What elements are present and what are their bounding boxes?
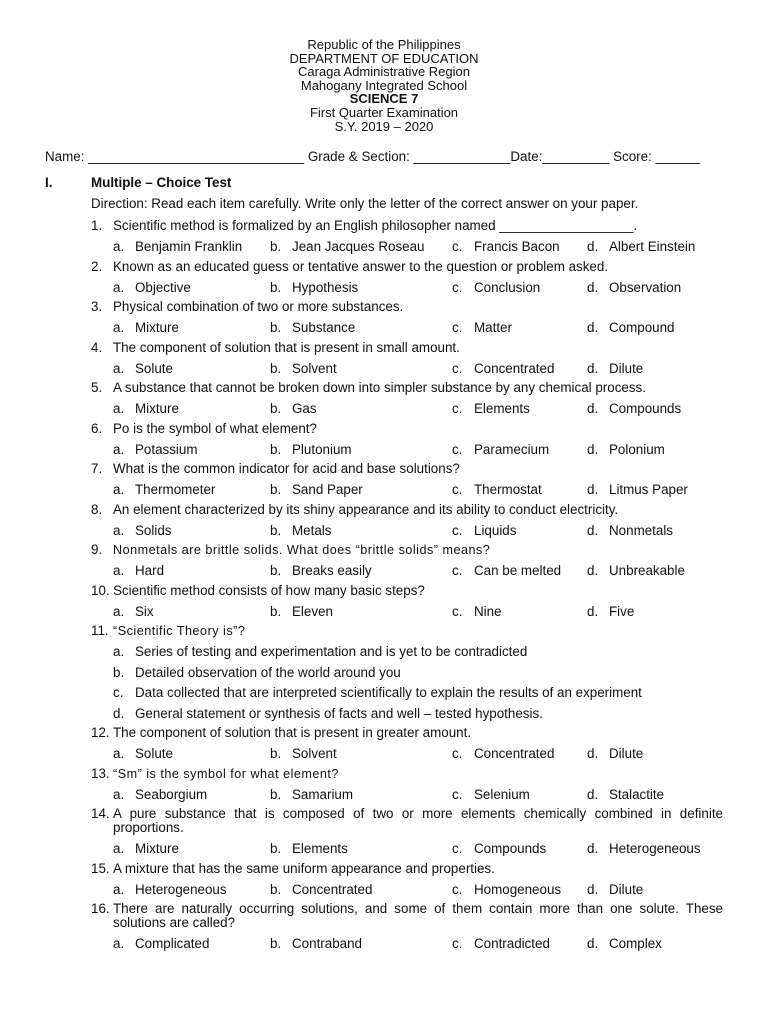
- choices-row: [0, 560, 768, 581]
- question-text: Scientific method consists of how many basic steps?: [113, 582, 425, 598]
- answer-choice: [452, 746, 554, 761]
- header-school: Mahogany Integrated School: [300, 77, 468, 93]
- choice-letter: a.: [113, 603, 125, 619]
- choice-text: Elements: [292, 841, 348, 856]
- question-list: [0, 216, 768, 954]
- choice-letter: b.: [270, 401, 282, 416]
- choice-letter: c.: [452, 786, 463, 802]
- choice-text: Five: [609, 603, 635, 619]
- answer-choice: [452, 523, 516, 538]
- answer-choice: [270, 563, 372, 578]
- choice-text: Mixture: [135, 401, 179, 416]
- question-item: [0, 378, 768, 419]
- choice-text: Detailed observation of the world around you: [135, 664, 401, 680]
- answer-choice: [270, 320, 355, 335]
- header-subject: SCIENCE 7: [349, 91, 419, 107]
- choice-text: Solvent: [292, 746, 337, 761]
- question-number: 13.: [91, 765, 110, 781]
- choice-text: Complex: [609, 936, 662, 951]
- choice-text: Liquids: [474, 522, 517, 538]
- answer-choice: [270, 280, 358, 295]
- question-text-row: [0, 899, 723, 933]
- choice-text: Solute: [135, 746, 173, 761]
- answer-choice: [452, 320, 512, 335]
- question-text: Po is the symbol of what element?: [113, 420, 317, 436]
- question-item: [0, 216, 768, 257]
- answer-choice: [270, 482, 363, 497]
- answer-choice: [587, 239, 695, 254]
- choice-letter: d.: [587, 239, 599, 254]
- choice-text: Elements: [474, 401, 530, 416]
- choice-letter: d.: [587, 360, 599, 376]
- answer-choice: [452, 787, 530, 802]
- choice-letter: d.: [587, 841, 599, 856]
- question-number: 11.: [91, 623, 109, 638]
- choice-letter: c.: [452, 482, 463, 497]
- choice-text: Substance: [292, 320, 356, 335]
- student-info-line: Name: _____________________________ Grade & Section: _____________Date:_________ Score: ______: [45, 149, 701, 164]
- choice-text: Series of testing and experimentation and is yet to be contradicted: [135, 644, 528, 659]
- choice-letter: a.: [113, 360, 125, 376]
- question-number: 4.: [91, 339, 103, 355]
- answer-choice: [270, 401, 317, 416]
- answer-choice: [270, 442, 352, 457]
- answer-choice: [587, 787, 664, 802]
- choice-letter: d.: [587, 936, 599, 951]
- question-number: 3.: [91, 299, 103, 314]
- choice-text: Matter: [474, 320, 512, 335]
- question-text: There are naturally occurring solutions, and some of them contain more than one solute. These solutions are called?: [113, 901, 723, 930]
- answer-choice: [113, 239, 242, 254]
- choice-text: Compound: [609, 320, 675, 335]
- question-text-row: [0, 500, 723, 520]
- answer-choice: [270, 523, 331, 538]
- answer-choice: [587, 936, 662, 951]
- choice-letter: b.: [270, 279, 282, 295]
- choice-letter: c.: [452, 522, 463, 538]
- choices-row: [0, 743, 768, 764]
- choice-text: Dilute: [609, 881, 644, 897]
- choice-letter: a.: [113, 482, 125, 497]
- answer-choice: [113, 841, 179, 856]
- answer-choice: [452, 361, 554, 376]
- question-number: 5.: [91, 380, 103, 395]
- choice-letter: b.: [270, 786, 282, 802]
- question-text: An element characterized by its shiny appearance and its ability to conduct electricity.: [113, 501, 619, 517]
- choices-row: [0, 439, 768, 460]
- choice-letter: c.: [452, 279, 463, 295]
- choice-letter: a.: [113, 563, 125, 578]
- answer-choice: [113, 787, 207, 802]
- choice-text: Complicated: [135, 936, 210, 951]
- choice-letter: d.: [587, 482, 599, 497]
- header-exam: First Quarter Examination: [309, 104, 459, 120]
- section-title: Multiple – Choice Test: [91, 175, 232, 190]
- choice-letter: c.: [452, 320, 463, 335]
- choice-row: [0, 641, 768, 662]
- answer-choice: [587, 280, 681, 295]
- answer-choice: [270, 361, 337, 376]
- choice-text: Concentrated: [292, 881, 373, 897]
- answer-choice: [113, 665, 401, 680]
- answer-choice: [452, 482, 542, 497]
- answer-choice: [452, 936, 550, 951]
- question-text: “Scientific Theory is”?: [113, 624, 246, 638]
- question-item: [0, 859, 768, 900]
- answer-choice: [113, 882, 227, 897]
- choice-text: Data collected that are interpreted scientifically to explain the results of an experiment: [135, 685, 642, 700]
- question-number: 15.: [91, 860, 110, 876]
- choice-letter: b.: [270, 522, 282, 538]
- choice-text: Unbreakable: [609, 563, 685, 578]
- question-item: [0, 581, 768, 622]
- question-item: [0, 804, 768, 859]
- choice-letter: d.: [587, 881, 599, 897]
- choice-text: Hypothesis: [292, 279, 359, 295]
- question-text-row: [0, 804, 723, 838]
- choice-letter: b.: [270, 746, 282, 761]
- question-text-row: [0, 459, 723, 479]
- choices-row: [0, 784, 768, 805]
- answer-choice: [587, 401, 681, 416]
- question-text: A substance that cannot be broken down into simpler substance by any chemical process.: [113, 380, 646, 395]
- question-text-row: [0, 540, 723, 560]
- choice-text: Gas: [292, 401, 317, 416]
- choices-row: [0, 520, 768, 541]
- choice-letter: b.: [270, 936, 282, 951]
- choice-text: Six: [135, 603, 154, 619]
- choice-text: Concentrated: [474, 746, 555, 761]
- answer-choice: [587, 882, 643, 897]
- answer-choice: [113, 523, 171, 538]
- choice-letter: c.: [113, 685, 124, 700]
- question-item: [0, 297, 768, 338]
- question-text: Nonmetals are brittle solids. What does “brittle solids” means?: [113, 543, 491, 557]
- answer-choice: [270, 936, 362, 951]
- choice-letter: b.: [270, 360, 282, 376]
- choice-text: Litmus Paper: [609, 482, 688, 497]
- choice-text: Conclusion: [474, 279, 541, 295]
- choice-letter: d.: [587, 320, 599, 335]
- choices-row: [0, 236, 768, 257]
- choice-text: Dilute: [609, 746, 644, 761]
- section-direction: Direction: Read each item carefully. Write only the letter of the correct answer on your paper.: [91, 196, 639, 211]
- choice-text: Selenium: [474, 786, 530, 802]
- question-text: The component of solution that is present in greater amount.: [113, 725, 472, 740]
- answer-choice: [113, 644, 527, 659]
- choice-text: Sand Paper: [292, 482, 363, 497]
- choice-letter: d.: [587, 603, 599, 619]
- choice-text: Contradicted: [474, 936, 550, 951]
- choice-letter: a.: [113, 279, 125, 295]
- choice-text: Concentrated: [474, 360, 555, 376]
- choices-row: [0, 317, 768, 338]
- question-text-row: [0, 859, 723, 879]
- choice-letter: c.: [452, 563, 463, 578]
- answer-choice: [452, 239, 560, 254]
- choice-letter: b.: [270, 441, 282, 457]
- choices-row: [0, 358, 768, 379]
- answer-choice: [270, 746, 337, 761]
- choice-letter: b.: [270, 881, 282, 897]
- choice-letter: d.: [587, 746, 599, 761]
- choice-text: Compounds: [474, 841, 547, 856]
- choice-letter: a.: [113, 239, 125, 254]
- answer-choice: [587, 563, 685, 578]
- question-item: [0, 500, 768, 541]
- answer-choice: [270, 239, 425, 254]
- question-text: What is the common indicator for acid and base solutions?: [113, 461, 460, 476]
- question-text: Physical combination of two or more substances.: [113, 299, 404, 314]
- question-text: Scientific method is formalized by an English philosopher named __________________.: [113, 218, 638, 233]
- choices-row: [0, 838, 768, 859]
- answer-choice: [113, 563, 164, 578]
- choice-letter: a.: [113, 746, 125, 761]
- question-number: 6.: [91, 420, 103, 436]
- choice-text: Mixture: [135, 320, 179, 335]
- answer-choice: [113, 685, 642, 700]
- answer-choice: [587, 361, 643, 376]
- section-number: I.: [45, 175, 53, 190]
- choice-text: Francis Bacon: [474, 239, 560, 254]
- question-text: The component of solution that is present in small amount.: [113, 339, 460, 355]
- choice-text: Paramecium: [474, 441, 550, 457]
- question-number: 12.: [91, 725, 110, 740]
- question-item: [0, 899, 768, 954]
- choice-letter: a.: [113, 401, 125, 416]
- answer-choice: [452, 604, 502, 619]
- choice-text: Jean Jacques Roseau: [292, 239, 425, 254]
- choices-row: [0, 277, 768, 298]
- choice-letter: b.: [270, 563, 282, 578]
- question-text-row: [0, 338, 723, 358]
- question-item: [0, 338, 768, 379]
- question-text-row: [0, 297, 723, 317]
- question-item: [0, 540, 768, 581]
- question-item: [0, 723, 768, 764]
- answer-choice: [587, 523, 673, 538]
- answer-choice: [270, 841, 348, 856]
- choice-letter: d.: [587, 522, 599, 538]
- question-item: [0, 419, 768, 460]
- choice-text: Objective: [135, 279, 191, 295]
- choice-text: Mixture: [135, 841, 179, 856]
- choice-row: [0, 682, 768, 703]
- choice-text: Contraband: [292, 936, 362, 951]
- choice-text: Plutonium: [292, 441, 352, 457]
- choice-text: Benjamin Franklin: [135, 239, 243, 254]
- choice-letter: c.: [452, 441, 463, 457]
- choice-letter: c.: [452, 881, 463, 897]
- question-item: [0, 257, 768, 298]
- header-region: Caraga Administrative Region: [298, 64, 470, 80]
- answer-choice: [452, 280, 540, 295]
- choice-text: Metals: [292, 522, 332, 538]
- answer-choice: [113, 706, 543, 721]
- question-text-row: [0, 581, 723, 601]
- question-text: A mixture that has the same uniform appearance and properties.: [113, 860, 495, 876]
- choice-text: Samarium: [292, 786, 354, 802]
- question-number: 7.: [91, 461, 103, 476]
- choice-text: Heterogeneous: [135, 881, 227, 897]
- question-item: [0, 459, 768, 500]
- choice-text: Seaborgium: [135, 786, 208, 802]
- answer-choice: [270, 787, 353, 802]
- answer-choice: [452, 401, 530, 416]
- choice-row: [0, 703, 768, 724]
- answer-choice: [270, 604, 333, 619]
- choice-letter: c.: [452, 401, 463, 416]
- choice-letter: d.: [587, 401, 599, 416]
- question-number: 1.: [91, 218, 103, 233]
- choice-letter: b.: [270, 482, 282, 497]
- question-text: A pure substance that is composed of two or more elements chemically combined in definite proportions.: [113, 806, 723, 835]
- choice-letter: d.: [587, 563, 599, 578]
- choice-text: Nonmetals: [609, 522, 674, 538]
- choice-letter: c.: [452, 936, 463, 951]
- question-text-row: [0, 419, 723, 439]
- answer-choice: [587, 442, 665, 457]
- question-text-row: [0, 216, 723, 236]
- choices-row: [0, 933, 768, 954]
- question-item: [0, 621, 768, 723]
- choice-text: Thermostat: [474, 482, 542, 497]
- choices-row: [0, 479, 768, 500]
- question-number: 14.: [91, 806, 110, 821]
- choice-text: Compounds: [609, 401, 682, 416]
- choice-text: Nine: [474, 603, 502, 619]
- question-number: 9.: [91, 542, 103, 557]
- choice-text: Solute: [135, 360, 173, 376]
- question-number: 8.: [91, 501, 103, 517]
- answer-choice: [113, 936, 209, 951]
- choice-text: Heterogeneous: [609, 841, 701, 856]
- question-number: 2.: [91, 258, 103, 274]
- choice-letter: a.: [113, 786, 125, 802]
- choice-letter: b.: [270, 239, 282, 254]
- question-text-row: [0, 378, 723, 398]
- choice-text: Albert Einstein: [609, 239, 696, 254]
- choice-letter: a.: [113, 441, 125, 457]
- choice-letter: b.: [270, 320, 282, 335]
- header-republic: Republic of the Philippines: [307, 37, 461, 52]
- answer-choice: [113, 320, 179, 335]
- answer-choice: [113, 361, 173, 376]
- choice-letter: a.: [113, 644, 125, 659]
- choice-letter: b.: [113, 664, 125, 680]
- answer-choice: [113, 280, 191, 295]
- choice-text: Eleven: [292, 603, 333, 619]
- document-header: [0, 38, 768, 133]
- choices-row: [0, 398, 768, 419]
- choice-letter: d.: [587, 279, 599, 295]
- choice-letter: c.: [452, 239, 463, 254]
- answer-choice: [587, 841, 701, 856]
- choice-text: Observation: [609, 279, 682, 295]
- header-school-year: S.Y. 2019 – 2020: [334, 118, 434, 134]
- choice-text: Solids: [135, 522, 172, 538]
- choice-text: General statement or synthesis of facts and well – tested hypothesis.: [135, 705, 543, 721]
- header-department: DEPARTMENT OF EDUCATION: [289, 50, 479, 66]
- question-text-row: [0, 257, 723, 277]
- answer-choice: [113, 746, 173, 761]
- question-text: Known as an educated guess or tentative answer to the question or problem asked.: [113, 258, 609, 274]
- choice-text: Hard: [135, 563, 165, 578]
- choice-text: Solvent: [292, 360, 337, 376]
- choice-letter: b.: [270, 603, 282, 619]
- choices-row: [0, 879, 768, 900]
- choice-letter: a.: [113, 881, 125, 897]
- answer-choice: [587, 746, 643, 761]
- question-number: 16.: [91, 901, 110, 916]
- choice-text: Homogeneous: [474, 881, 562, 897]
- question-number: 10.: [91, 582, 110, 598]
- choice-row: [0, 662, 768, 683]
- choice-letter: d.: [113, 705, 125, 721]
- choice-text: Breaks easily: [292, 563, 372, 578]
- choice-text: Dilute: [609, 360, 644, 376]
- question-item: [0, 764, 768, 805]
- choice-text: Polonium: [609, 441, 665, 457]
- choice-text: Thermometer: [135, 482, 216, 497]
- question-text-row: [0, 723, 723, 743]
- choice-letter: c.: [452, 841, 463, 856]
- choice-letter: d.: [587, 441, 599, 457]
- answer-choice: [587, 482, 688, 497]
- choice-letter: a.: [113, 522, 125, 538]
- answer-choice: [452, 563, 561, 578]
- choice-letter: a.: [113, 936, 125, 951]
- choice-letter: c.: [452, 746, 463, 761]
- choice-letter: c.: [452, 360, 463, 376]
- answer-choice: [270, 882, 372, 897]
- question-text-row: [0, 764, 723, 784]
- answer-choice: [113, 401, 179, 416]
- answer-choice: [452, 841, 546, 856]
- answer-choice: [113, 482, 215, 497]
- choice-letter: a.: [113, 320, 125, 335]
- choice-letter: a.: [113, 841, 125, 856]
- choice-letter: c.: [452, 603, 463, 619]
- choice-text: Stalactite: [609, 786, 665, 802]
- choices-row: [0, 601, 768, 622]
- choice-text: Can be melted: [474, 563, 562, 578]
- choice-text: Potassium: [135, 441, 198, 457]
- answer-choice: [113, 442, 198, 457]
- choice-letter: d.: [587, 786, 599, 802]
- answer-choice: [587, 320, 675, 335]
- answer-choice: [452, 882, 561, 897]
- answer-choice: [587, 604, 634, 619]
- answer-choice: [113, 604, 154, 619]
- question-text-row: [0, 621, 723, 641]
- question-text: “Sm” is the symbol for what element?: [113, 766, 339, 781]
- choice-letter: b.: [270, 841, 282, 856]
- answer-choice: [452, 442, 549, 457]
